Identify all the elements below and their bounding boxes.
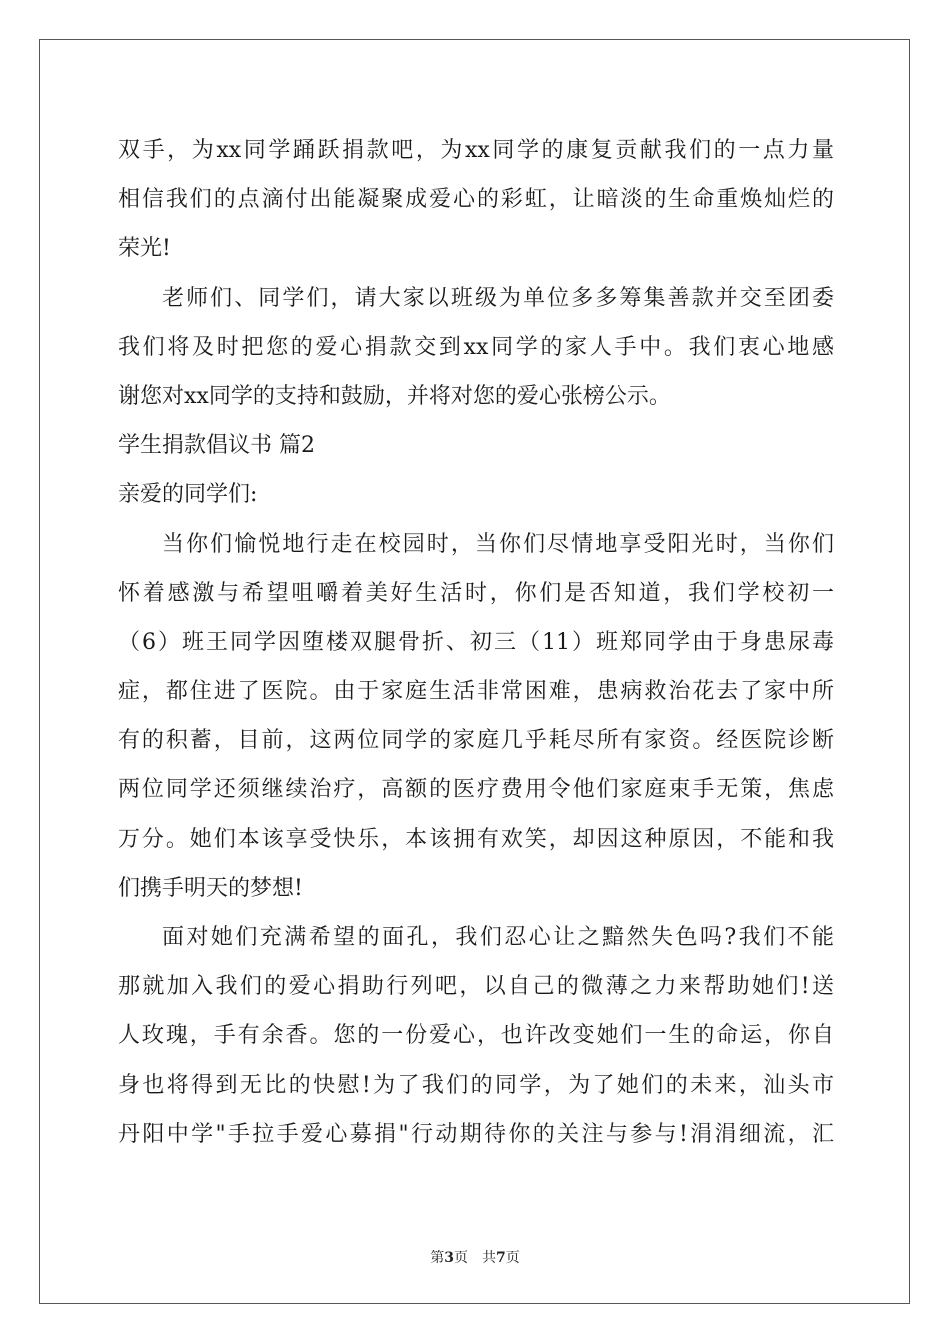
paragraph	[118, 274, 834, 422]
text-line: 丹阳中学"手拉手爱心募捐"行动期待你的关注与参与!涓涓细流，汇	[118, 1121, 834, 1147]
text-line: 我们将及时把您的爱心捐款交到xx同学的家人手中。我们衷心地感	[118, 334, 834, 360]
page-number-prefix: 第	[430, 1250, 445, 1266]
text-line: 有的积蓄，目前，这两位同学的家庭几乎耗尽所有家资。经医院诊断	[118, 728, 834, 754]
page-footer	[0, 1247, 950, 1267]
page-total-count: 7	[496, 1250, 506, 1266]
page-total-suffix: 页	[505, 1250, 520, 1266]
section-heading	[118, 470, 834, 519]
text-line: 身也将得到无比的快慰!为了我们的同学，为了她们的未来，汕头市	[118, 1072, 834, 1098]
text-line: 怀着感激与希望咀嚼着美好生活时，你们是否知道，我们学校初一	[118, 580, 834, 606]
paragraph	[118, 126, 834, 274]
text-line: 们携手明天的梦想!	[118, 875, 303, 901]
text-line: 亲爱的同学们:	[118, 482, 258, 508]
text-line: 面对她们充满希望的面孔，我们忍心让之黯然失色吗?我们不能	[162, 925, 834, 950]
section-heading	[118, 421, 834, 470]
page-total-prefix: 共	[482, 1250, 496, 1266]
text-line: （6）班王同学因堕楼双腿骨折、初三（11）班郑同学由于身患尿毒	[118, 629, 834, 655]
paragraph	[118, 520, 834, 914]
paragraph	[118, 913, 834, 1159]
text-line: 当你们愉悦地行走在校园时，当你们尽情地享受阳光时，当你们	[162, 531, 834, 557]
page-number-suffix: 页	[454, 1250, 468, 1266]
text-line: 人玫瑰，手有余香。您的一份爱心，也许改变她们一生的命运，你自	[118, 1023, 834, 1049]
text-line: 症，都住进了医院。由于家庭生活非常困难，患病救治花去了家中所	[118, 679, 834, 705]
document-body	[118, 126, 834, 1159]
text-line: 谢您对xx同学的支持和鼓励，并将对您的爱心张榜公示。	[118, 383, 671, 409]
text-line: 那就加入我们的爱心捐助行列吧，以自己的微薄之力来帮助她们!送	[118, 974, 834, 1000]
page-number-current: 3	[444, 1250, 454, 1266]
text-line: 万分。她们本该享受快乐，本该拥有欢笑，却因这种原因，不能和我	[118, 826, 834, 852]
text-line: 相信我们的点滴付出能凝聚成爱心的彩虹，让暗淡的生命重焕灿烂的	[118, 187, 834, 213]
text-line: 学生捐款倡议书 篇2	[118, 433, 315, 459]
text-line: 老师们、同学们，请大家以班级为单位多多筹集善款并交至团委	[162, 285, 834, 311]
text-line: 荣光!	[118, 236, 171, 262]
text-line: 两位同学还须继续治疗，高额的医疗费用令他们家庭束手无策，焦虑	[118, 777, 834, 803]
text-line: 双手，为xx同学踊跃捐款吧，为xx同学的康复贡献我们的一点力量	[118, 138, 834, 163]
